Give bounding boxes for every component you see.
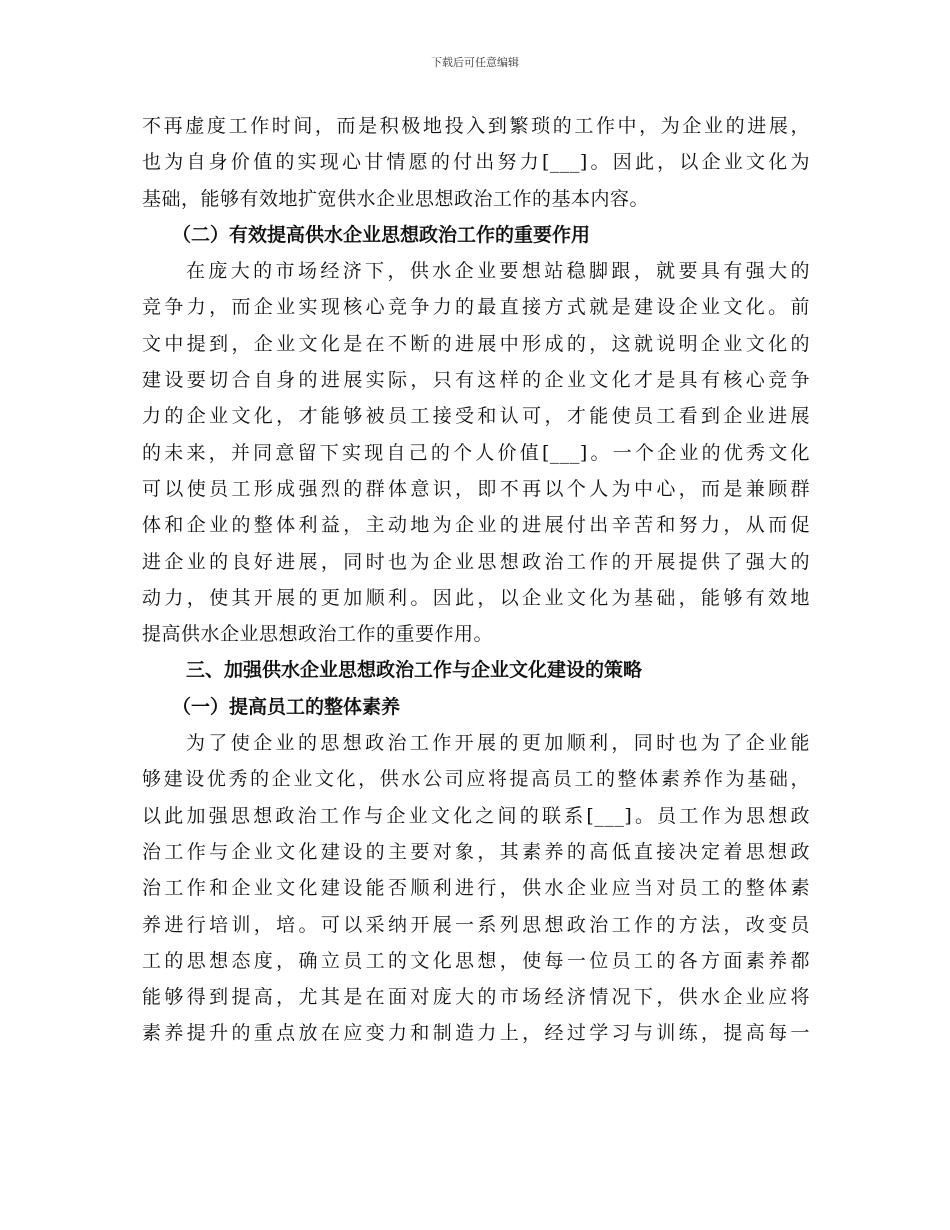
section-heading-2-2: （二）有效提高供水企业思想政治工作的重要作用	[172, 223, 591, 246]
text-line: 竞争力，而企业实现核心竞争力的最直接方式就是建设企业文化。前	[142, 296, 810, 319]
paragraph-3	[142, 725, 810, 1052]
document-body	[142, 108, 810, 1052]
text-line: 治工作和企业文化建设能否顺利进行，供水企业应当对员工的整体素	[142, 877, 810, 900]
text-line: 动力，使其开展的更加顺利。因此，以企业文化为基础，能够有效地	[142, 586, 810, 609]
text-line: 文中提到，企业文化是在不断的进展中形成的，这就说明企业文化的	[142, 332, 810, 355]
text-line: 在庞大的市场经济下，供水企业要想站稳脚跟，就要具有强大的	[186, 260, 810, 283]
text-line: 建设要切合自身的进展实际，只有这样的企业文化才是具有核心竞争	[142, 369, 810, 392]
text-line: 能够得到提高，尤其是在面对庞大的市场经济情况下，供水企业应将	[142, 986, 810, 1009]
text-line: 基础，能够有效地扩宽供水企业思想政治工作的基本内容。	[142, 187, 650, 210]
text-line: 提高供水企业思想政治工作的重要作用。	[142, 623, 494, 646]
paragraph-1	[142, 108, 810, 217]
text-line: 的未来，并同意留下实现自己的个人价值[___]。一个企业的优秀文化	[142, 441, 810, 464]
text-line: 工的思想态度，确立员工的文化思想，使每一位员工的各方面素养都	[142, 949, 810, 972]
text-line: 养进行培训，培。可以采纳开展一系列思想政治工作的方法，改变员	[142, 913, 810, 936]
paragraph-2	[142, 253, 810, 652]
text-line: 不再虚度工作时间，而是积极地投入到繁琐的工作中，为企业的进展，	[142, 115, 810, 137]
text-line: 体和企业的整体利益，主动地为企业的进展付出辛苦和努力，从而促	[142, 514, 810, 537]
text-line: 够建设优秀的企业文化，供水公司应将提高员工的整体素养作为基础，	[142, 768, 810, 791]
text-line: 治工作与企业文化建设的主要对象，其素养的高低直接决定着思想政	[142, 840, 810, 863]
text-line: 进企业的良好进展，同时也为企业思想政治工作的开展提供了强大的	[142, 550, 810, 573]
section-heading-3: 三、加强供水企业思想政治工作与企业文化建设的策略	[186, 659, 643, 682]
page-header-note: 下载后可任意编辑	[431, 56, 519, 69]
text-line: 以此加强思想政治工作与企业文化之间的联系[___]。员工作为思想政	[142, 804, 810, 827]
text-line: 素养提升的重点放在应变力和制造力上，经过学习与训练，提高每一	[142, 1022, 810, 1045]
text-line: 可以使员工形成强烈的群体意识，即不再以个人为中心，而是兼顾群	[142, 477, 810, 500]
section-heading-3-1: （一）提高员工的整体素养	[172, 695, 401, 718]
text-line: 为了使企业的思想政治工作开展的更加顺利，同时也为了企业能	[186, 732, 810, 755]
text-line: 力的企业文化，才能够被员工接受和认可，才能使员工看到企业进展	[142, 405, 810, 428]
text-line: 也为自身价值的实现心甘情愿的付出努力[___]。因此，以企业文化为	[142, 151, 810, 174]
